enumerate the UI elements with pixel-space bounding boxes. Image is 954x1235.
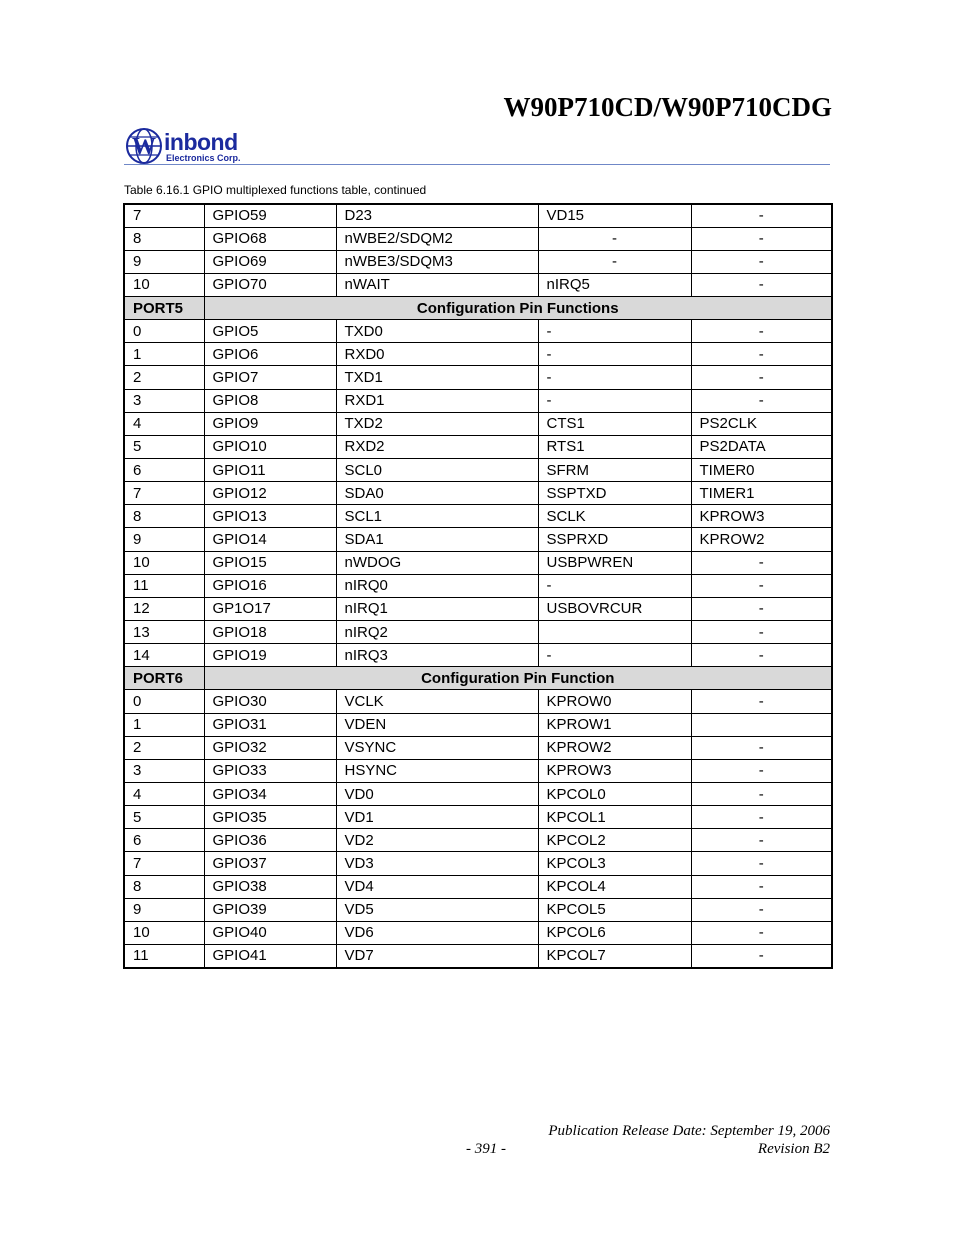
function-1-cell: VD1 <box>336 806 538 829</box>
pin-index-cell: 7 <box>124 482 204 505</box>
table-row <box>124 574 832 597</box>
gpio-name-cell: GPIO13 <box>204 505 336 528</box>
function-1-cell: SDA1 <box>336 528 538 551</box>
function-3-cell: - <box>691 759 832 782</box>
function-1-cell: nWAIT <box>336 273 538 296</box>
table-row <box>124 829 832 852</box>
pin-index-cell: 3 <box>124 389 204 412</box>
gpio-name-cell: GPIO16 <box>204 574 336 597</box>
gpio-name-cell: GPIO59 <box>204 204 336 227</box>
function-3-cell: - <box>691 366 832 389</box>
function-1-cell: VD0 <box>336 783 538 806</box>
function-1-cell: VSYNC <box>336 736 538 759</box>
function-2-cell: CTS1 <box>538 412 691 435</box>
table-row <box>124 597 832 620</box>
section-port-label: PORT6 <box>124 667 204 690</box>
table-row <box>124 690 832 713</box>
gpio-name-cell: GPIO8 <box>204 389 336 412</box>
gpio-name-cell: GPIO11 <box>204 459 336 482</box>
function-2-cell: VD15 <box>538 204 691 227</box>
function-2-cell: KPCOL7 <box>538 945 691 968</box>
function-3-cell: PS2CLK <box>691 412 832 435</box>
gpio-name-cell: GPIO32 <box>204 736 336 759</box>
function-2-cell: KPROW0 <box>538 690 691 713</box>
table-row <box>124 273 832 296</box>
function-3-cell: - <box>691 829 832 852</box>
function-1-cell: VD3 <box>336 852 538 875</box>
pin-index-cell: 10 <box>124 551 204 574</box>
gpio-name-cell: GPIO31 <box>204 713 336 736</box>
table-row <box>124 875 832 898</box>
function-3-cell: - <box>691 690 832 713</box>
section-header-row <box>124 297 832 320</box>
table-row <box>124 644 832 667</box>
function-1-cell: HSYNC <box>336 759 538 782</box>
function-2-cell: SCLK <box>538 505 691 528</box>
function-2-cell: - <box>538 389 691 412</box>
function-1-cell: TXD2 <box>336 412 538 435</box>
function-3-cell: KPROW2 <box>691 528 832 551</box>
gpio-name-cell: GPIO35 <box>204 806 336 829</box>
table-row <box>124 783 832 806</box>
function-3-cell: - <box>691 921 832 944</box>
pin-index-cell: 11 <box>124 945 204 968</box>
table-row <box>124 412 832 435</box>
gpio-name-cell: GP1O17 <box>204 597 336 620</box>
revision-label: Revision B2 <box>757 1141 830 1157</box>
function-1-cell: SDA0 <box>336 482 538 505</box>
table-row <box>124 389 832 412</box>
function-1-cell: nIRQ2 <box>336 621 538 644</box>
function-3-cell <box>691 713 832 736</box>
pin-index-cell: 1 <box>124 713 204 736</box>
function-1-cell: nIRQ1 <box>336 597 538 620</box>
gpio-name-cell: GPIO70 <box>204 273 336 296</box>
section-header-row <box>124 667 832 690</box>
function-2-cell: - <box>538 320 691 343</box>
gpio-name-cell: GPIO19 <box>204 644 336 667</box>
table-row <box>124 459 832 482</box>
function-2-cell: KPROW3 <box>538 759 691 782</box>
function-3-cell: - <box>691 227 832 250</box>
pin-index-cell: 5 <box>124 435 204 458</box>
table-row <box>124 505 832 528</box>
table-row <box>124 435 832 458</box>
function-2-cell: KPROW2 <box>538 736 691 759</box>
function-3-cell: - <box>691 945 832 968</box>
function-3-cell: - <box>691 389 832 412</box>
function-3-cell: - <box>691 343 832 366</box>
function-1-cell: RXD2 <box>336 435 538 458</box>
function-2-cell: KPCOL6 <box>538 921 691 944</box>
logo-initial: W <box>132 134 156 160</box>
function-3-cell: - <box>691 875 832 898</box>
table-row <box>124 227 832 250</box>
gpio-name-cell: GPIO30 <box>204 690 336 713</box>
pin-index-cell: 14 <box>124 644 204 667</box>
function-3-cell: - <box>691 204 832 227</box>
gpio-name-cell: GPIO38 <box>204 875 336 898</box>
table-row <box>124 621 832 644</box>
pin-index-cell: 13 <box>124 621 204 644</box>
function-1-cell: VCLK <box>336 690 538 713</box>
function-1-cell: SCL0 <box>336 459 538 482</box>
function-3-cell: TIMER0 <box>691 459 832 482</box>
function-2-cell: SFRM <box>538 459 691 482</box>
pin-index-cell: 8 <box>124 227 204 250</box>
function-1-cell: nWBE3/SDQM3 <box>336 250 538 273</box>
function-3-cell: - <box>691 806 832 829</box>
table-row <box>124 945 832 968</box>
winbond-globe-icon <box>126 127 162 165</box>
function-1-cell: VD5 <box>336 898 538 921</box>
function-3-cell: - <box>691 644 832 667</box>
function-3-cell: - <box>691 898 832 921</box>
logo-wordmark: inbond <box>164 129 238 155</box>
function-2-cell: SSPRXD <box>538 528 691 551</box>
function-3-cell: - <box>691 621 832 644</box>
function-1-cell: VD2 <box>336 829 538 852</box>
table-row <box>124 921 832 944</box>
table-row <box>124 713 832 736</box>
function-2-cell: KPCOL1 <box>538 806 691 829</box>
function-3-cell: - <box>691 551 832 574</box>
function-1-cell: nWDOG <box>336 551 538 574</box>
section-port-label: PORT5 <box>124 297 204 320</box>
function-2-cell: KPCOL5 <box>538 898 691 921</box>
pin-index-cell: 9 <box>124 528 204 551</box>
function-3-cell: KPROW3 <box>691 505 832 528</box>
function-3-cell: - <box>691 574 832 597</box>
gpio-name-cell: GPIO9 <box>204 412 336 435</box>
table-row <box>124 852 832 875</box>
function-3-cell: PS2DATA <box>691 435 832 458</box>
table-row <box>124 551 832 574</box>
function-2-cell: KPCOL3 <box>538 852 691 875</box>
pin-index-cell: 2 <box>124 366 204 389</box>
table-row <box>124 736 832 759</box>
function-2-cell: KPROW1 <box>538 713 691 736</box>
gpio-name-cell: GPIO69 <box>204 250 336 273</box>
pin-index-cell: 12 <box>124 597 204 620</box>
gpio-name-cell: GPIO39 <box>204 898 336 921</box>
winbond-logo <box>126 125 256 167</box>
function-1-cell: RXD0 <box>336 343 538 366</box>
pin-index-cell: 0 <box>124 320 204 343</box>
table-caption: Table 6.16.1 GPIO multiplexed functions table, continued <box>124 183 427 197</box>
gpio-name-cell: GPIO15 <box>204 551 336 574</box>
pin-index-cell: 6 <box>124 459 204 482</box>
function-2-cell: - <box>538 644 691 667</box>
gpio-name-cell: GPIO7 <box>204 366 336 389</box>
publication-release-date: Publication Release Date: September 19, 2006 <box>548 1123 830 1139</box>
gpio-name-cell: GPIO12 <box>204 482 336 505</box>
table-row <box>124 898 832 921</box>
table-row <box>124 366 832 389</box>
function-3-cell: - <box>691 852 832 875</box>
table-row <box>124 204 832 227</box>
function-1-cell: RXD1 <box>336 389 538 412</box>
function-2-cell: USBOVRCUR <box>538 597 691 620</box>
pin-index-cell: 4 <box>124 783 204 806</box>
table-row <box>124 759 832 782</box>
gpio-name-cell: GPIO14 <box>204 528 336 551</box>
gpio-name-cell: GPIO40 <box>204 921 336 944</box>
function-2-cell: - <box>538 574 691 597</box>
gpio-table-body <box>124 204 832 968</box>
document-title: W90P710CD/W90P710CDG <box>503 92 832 122</box>
gpio-name-cell: GPIO33 <box>204 759 336 782</box>
function-2-cell: KPCOL0 <box>538 783 691 806</box>
pin-index-cell: 3 <box>124 759 204 782</box>
gpio-name-cell: GPIO18 <box>204 621 336 644</box>
function-2-cell: nIRQ5 <box>538 273 691 296</box>
table-row <box>124 343 832 366</box>
function-2-cell: USBPWREN <box>538 551 691 574</box>
table-row <box>124 528 832 551</box>
function-2-cell: SSPTXD <box>538 482 691 505</box>
function-1-cell: TXD0 <box>336 320 538 343</box>
function-3-cell: - <box>691 783 832 806</box>
function-1-cell: VDEN <box>336 713 538 736</box>
function-3-cell: - <box>691 736 832 759</box>
gpio-name-cell: GPIO68 <box>204 227 336 250</box>
pin-index-cell: 8 <box>124 875 204 898</box>
function-2-cell: - <box>538 366 691 389</box>
function-2-cell: - <box>538 227 691 250</box>
pin-index-cell: 10 <box>124 921 204 944</box>
function-1-cell: nIRQ0 <box>336 574 538 597</box>
function-2-cell <box>538 621 691 644</box>
table-row <box>124 806 832 829</box>
logo-subtitle: Electronics Corp. <box>166 153 241 163</box>
pin-index-cell: 11 <box>124 574 204 597</box>
gpio-name-cell: GPIO34 <box>204 783 336 806</box>
function-2-cell: - <box>538 250 691 273</box>
pin-index-cell: 1 <box>124 343 204 366</box>
pin-index-cell: 4 <box>124 412 204 435</box>
pin-index-cell: 8 <box>124 505 204 528</box>
section-title: Configuration Pin Function <box>204 667 832 690</box>
pin-index-cell: 6 <box>124 829 204 852</box>
table-row <box>124 320 832 343</box>
pin-index-cell: 0 <box>124 690 204 713</box>
pin-index-cell: 5 <box>124 806 204 829</box>
pin-index-cell: 9 <box>124 898 204 921</box>
function-2-cell: KPCOL2 <box>538 829 691 852</box>
function-3-cell: - <box>691 273 832 296</box>
function-2-cell: - <box>538 343 691 366</box>
function-3-cell: TIMER1 <box>691 482 832 505</box>
gpio-name-cell: GPIO36 <box>204 829 336 852</box>
gpio-name-cell: GPIO10 <box>204 435 336 458</box>
pin-index-cell: 10 <box>124 273 204 296</box>
gpio-name-cell: GPIO6 <box>204 343 336 366</box>
section-title: Configuration Pin Functions <box>204 297 832 320</box>
function-3-cell: - <box>691 320 832 343</box>
function-1-cell: nIRQ3 <box>336 644 538 667</box>
pin-index-cell: 2 <box>124 736 204 759</box>
pin-index-cell: 7 <box>124 204 204 227</box>
pin-index-cell: 9 <box>124 250 204 273</box>
header-rule <box>124 164 830 165</box>
gpio-function-table <box>123 203 833 969</box>
table-row <box>124 250 832 273</box>
function-1-cell: D23 <box>336 204 538 227</box>
function-1-cell: VD7 <box>336 945 538 968</box>
gpio-name-cell: GPIO41 <box>204 945 336 968</box>
page-number: - 391 - <box>466 1141 506 1157</box>
function-2-cell: RTS1 <box>538 435 691 458</box>
function-3-cell: - <box>691 250 832 273</box>
function-1-cell: nWBE2/SDQM2 <box>336 227 538 250</box>
function-1-cell: TXD1 <box>336 366 538 389</box>
function-1-cell: VD6 <box>336 921 538 944</box>
gpio-name-cell: GPIO37 <box>204 852 336 875</box>
table-row <box>124 482 832 505</box>
pin-index-cell: 7 <box>124 852 204 875</box>
function-3-cell: - <box>691 597 832 620</box>
gpio-name-cell: GPIO5 <box>204 320 336 343</box>
function-1-cell: VD4 <box>336 875 538 898</box>
function-1-cell: SCL1 <box>336 505 538 528</box>
function-2-cell: KPCOL4 <box>538 875 691 898</box>
